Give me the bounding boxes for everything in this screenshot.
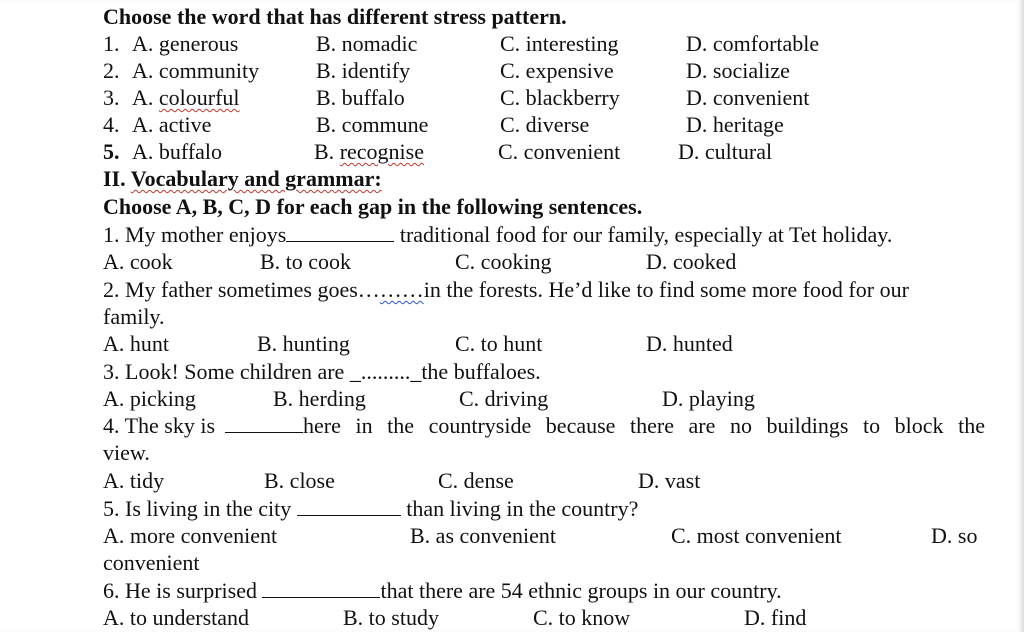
- q6-option-a: A. to understand: [103, 605, 250, 630]
- q2-after: in the forests. He’d like to find some more food for our: [423, 277, 909, 302]
- q1-option-a: A. cook: [103, 249, 173, 274]
- row2-option-a: A. community: [132, 58, 260, 83]
- q2-before: 2. My father sometimes goes…: [103, 277, 380, 302]
- row1-num: 1.: [103, 31, 120, 56]
- q4-blank: [225, 414, 303, 433]
- row3-option-a-letter: A.: [132, 85, 159, 110]
- q6-blank: [262, 579, 380, 598]
- row3-option-c: C. blackberry: [500, 85, 620, 110]
- q1-option-d: D. cooked: [646, 249, 737, 274]
- row3-option-a-word: colourful: [158, 85, 240, 110]
- q6-option-c: C. to know: [533, 605, 631, 630]
- row3-num: 3.: [103, 85, 120, 110]
- q4-option-d: D. vast: [638, 468, 701, 493]
- q2-option-d: D. hunted: [646, 331, 733, 356]
- q6-option-b: B. to study: [343, 605, 439, 630]
- q2-option-c: C. to hunt: [455, 331, 543, 356]
- q5-before: 5. Is living in the city: [103, 496, 297, 521]
- row5-option-d: D. cultural: [678, 139, 773, 164]
- q6-option-d: D. find: [744, 605, 807, 630]
- row3-option-a: [132, 84, 240, 111]
- row5-option-b: [314, 138, 424, 165]
- q5-option-b: B. as convenient: [410, 523, 557, 548]
- row5-option-b-letter: B.: [314, 139, 340, 164]
- row5-option-b-word: recognise: [339, 139, 424, 164]
- q5-option-d: D. so: [931, 523, 978, 548]
- row5-option-a: A. buffalo: [132, 139, 223, 164]
- row4-num: 4.: [103, 112, 120, 137]
- q4-option-b: B. close: [264, 468, 335, 493]
- q2-option-b: B. hunting: [257, 331, 350, 356]
- q1-before: 1. My mother enjoys: [103, 222, 287, 247]
- q2-stem: [103, 276, 985, 303]
- row3-option-d: D. convenient: [686, 85, 810, 110]
- q3-option-d: D. playing: [662, 386, 755, 411]
- row4-option-b: B. commune: [316, 112, 429, 137]
- row2-num: 2.: [103, 58, 120, 83]
- q3-stem: 3. Look! Some children are _........._the buffaloes.: [103, 359, 541, 384]
- row5-num: 5.: [103, 139, 120, 164]
- q5-blank: [297, 497, 401, 516]
- row3-option-b: B. buffalo: [316, 85, 405, 110]
- row5-option-c: C. convenient: [498, 139, 621, 164]
- row1-option-a: A. generous: [132, 31, 239, 56]
- q4-option-c: C. dense: [438, 468, 514, 493]
- q6-after: that there are 54 ethnic groups in our country.: [380, 578, 782, 603]
- row1-option-b: B. nomadic: [316, 31, 418, 56]
- q4-stem-cont: view.: [103, 440, 150, 465]
- q5-after: than living in the country?: [400, 496, 639, 521]
- q2-stem-part1: [103, 276, 909, 303]
- q2-option-a: A. hunt: [103, 331, 169, 356]
- q3-option-c: C. driving: [459, 386, 549, 411]
- q1-blank: [286, 223, 394, 242]
- q5-option-d-cont: convenient: [103, 550, 200, 575]
- q3-option-a: A. picking: [103, 386, 196, 411]
- row2-option-c: C. expensive: [500, 58, 614, 83]
- row2-option-d: D. socialize: [686, 58, 790, 83]
- q4-option-a: A. tidy: [103, 468, 165, 493]
- q3-option-b: B. herding: [273, 386, 366, 411]
- section2-numeral: II.: [103, 166, 131, 191]
- q5-option-a: A. more convenient: [103, 523, 278, 548]
- q5-stem: [103, 495, 638, 522]
- q2-stem-cont: family.: [103, 304, 165, 329]
- row1-option-d: D. comfortable: [686, 31, 820, 56]
- q4-stem: [103, 412, 985, 439]
- row1-option-c: C. interesting: [500, 31, 619, 56]
- q1-option-b: B. to cook: [260, 249, 352, 274]
- section2-instruction: Choose A, B, C, D for each gap in the following sentences.: [103, 194, 643, 219]
- row4-option-d: D. heritage: [686, 112, 784, 137]
- q6-stem: [103, 577, 782, 604]
- q1-option-c: C. cooking: [455, 249, 552, 274]
- section2-heading: Vocabulary and grammar:: [130, 166, 382, 191]
- row4-option-a: A. active: [132, 112, 212, 137]
- q1-after: traditional food for our family, especially at Tet holiday.: [394, 222, 893, 247]
- q2-blank: ……: [379, 277, 424, 302]
- section1-title: Choose the word that has different stress pattern.: [103, 4, 567, 29]
- row4-option-c: C. diverse: [500, 112, 590, 137]
- q4-after: here in the countryside because there are no buildings to block the: [303, 413, 985, 438]
- q4-before: 4. The sky is: [103, 413, 216, 438]
- section2-title: [103, 165, 382, 192]
- q6-before: 6. He is surprised: [103, 578, 263, 603]
- q1-stem: [103, 221, 892, 248]
- q5-option-c: C. most convenient: [671, 523, 842, 548]
- row2-option-b: B. identify: [316, 58, 411, 83]
